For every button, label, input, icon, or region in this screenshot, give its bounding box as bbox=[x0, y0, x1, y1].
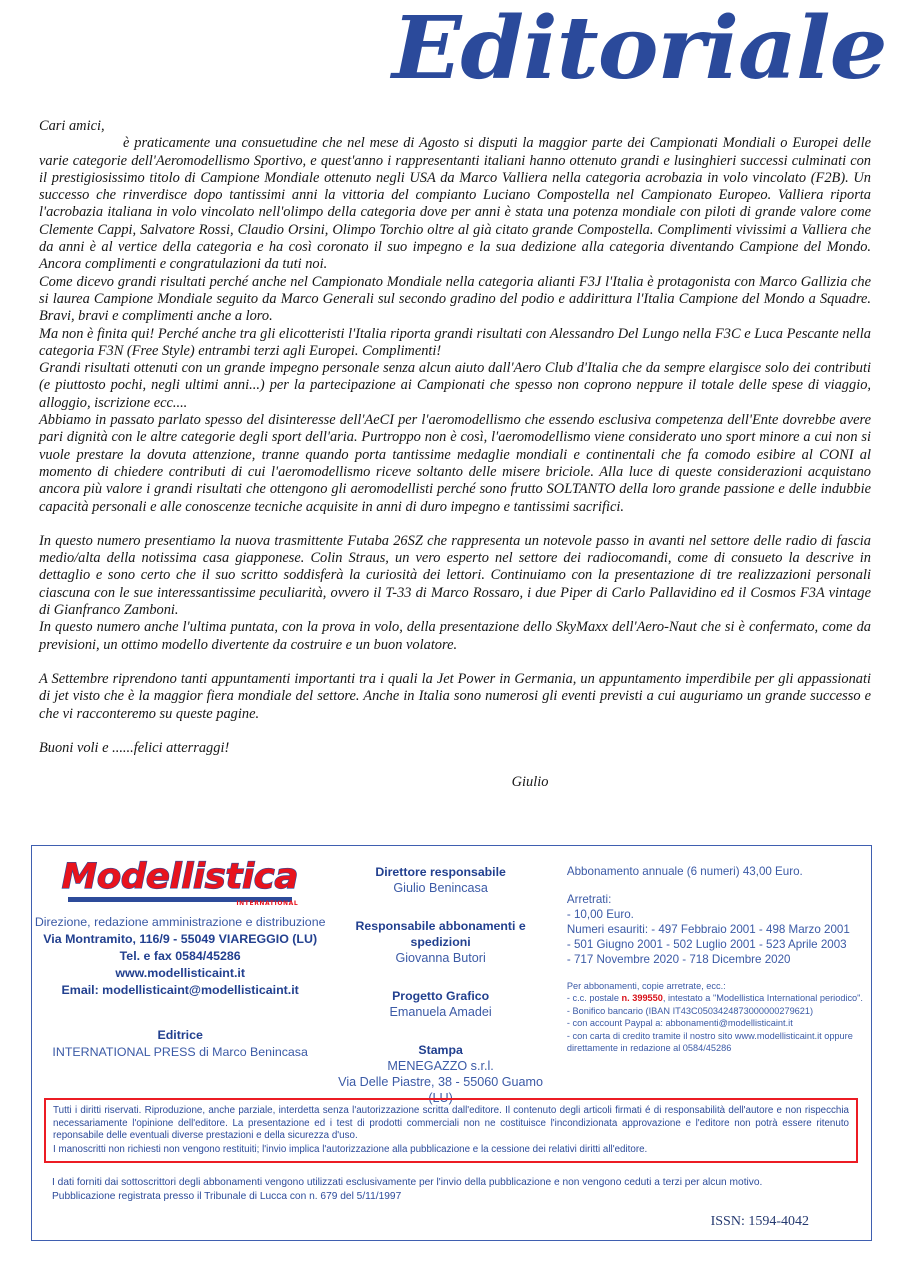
editorial-body bbox=[39, 118, 871, 791]
editorial-paragraph-1: è praticamente una consuetudine che nel mese di Agosto si disputi la maggior parte dei Campionati Mondiali o Europei delle varie categorie dell'Aeromodellismo Sportivo, e quest'anno i rappresentanti italiani hanno ottenuto grandi e lusinghieri successi culminati con il prestigiosissimo titolo di Campione Mondiale ottenuto negli USA da Marco Valliera nella categoria acrobazia in volo vincolato (F2B). Un successo che rinverdisce dopo tantissimi anni la vittoria del compianto Luciano Compostella nel Campionato Europeo. Valliera riporta l'acrobazia italiana in volo vincolato nell'olimpo della categoria dove per anni è stata una potenza mondiale con piloti di grande valore come Clemente Cappi, Salvatore Rossi, Claudio Orsini, Olimpo Torchio oltre al già citato grande Compostella. Complimenti vivissimi a Valliera che da anni è al vertice della categoria e ha così coronato il suo impegno e la sua dedizione alla categoria diventando Campione del Mondo. Ancora complimenti e congratulazioni da tuti noi. bbox=[39, 135, 871, 273]
payments-label: Per abbonamenti, copie arretrate, ecc.: bbox=[566, 981, 726, 991]
mid-spacer-2 bbox=[328, 966, 553, 988]
logo-subtitle: INTERNATIONAL bbox=[236, 900, 299, 907]
modellistica-logo bbox=[32, 857, 328, 907]
editorial-closing: Buoni voli e ......felici atterraggi! bbox=[39, 739, 230, 756]
backissues-price: - 10,00 Euro. bbox=[566, 908, 634, 921]
role-value-printer-name: MENEGAZZO s.r.l. bbox=[387, 1059, 494, 1073]
soldout-line-1: Numeri esauriti: - 497 Febbraio 2001 - 498 Marzo 2001 bbox=[566, 923, 850, 936]
page-masthead bbox=[0, 0, 887, 110]
payment-option-card-cont: direttamente in redazione al 0584/45286 bbox=[566, 1043, 732, 1054]
editorial-paragraph-4: Grandi risultati ottenuti con un grande impegno personale senza alcun aiuto dall'Aero Club d'Italia che da sempre elargisce solo dei contributi (e piuttosto pochi, negli ultimi anni...) per la partecipazione ai Campionati che spesso non coprono neppure il totale delle spese di viaggio, alloggio, iscrizione ecc.... bbox=[39, 360, 871, 411]
address-label: Direzione, redazione amministrazione e distribuzione bbox=[34, 915, 326, 929]
right-spacer-1 bbox=[567, 879, 863, 892]
subscription-price: Abbonamento annuale (6 numeri) 43,00 Euro. bbox=[566, 865, 803, 878]
colophon-column-right bbox=[553, 856, 871, 1054]
payment-option-bank: - Bonifico bancario (IBAN IT43C0503424873000000279621) bbox=[566, 1005, 814, 1016]
role-heading-subscriptions: Responsabile abbonamenti e spedizioni bbox=[355, 919, 526, 949]
backissues-label: Arretrati: bbox=[566, 893, 612, 906]
role-value-printer-address: Via Delle Piastre, 38 - 55060 Guamo (LU) bbox=[338, 1075, 544, 1105]
publisher-name: INTERNATIONAL PRESS di Marco Benincasa bbox=[52, 1045, 308, 1059]
role-heading-graphics: Progetto Grafico bbox=[392, 989, 490, 1003]
website-line[interactable]: www.modellisticaint.it bbox=[115, 966, 245, 980]
publisher-label: Editrice bbox=[157, 1028, 203, 1042]
role-value-director: Giulio Benincasa bbox=[393, 881, 488, 895]
editorial-paragraph-6: In questo numero presentiamo la nuova trasmittente Futaba 26SZ che rappresenta un notevole passo in avanti nel settore delle radio di fascia medio/alta della notissima casa giapponese. Colin Straus, un vero esperto nel settore dei radiocomandi, come di consueto la descrive in dettaglio e sono certo che il suo scritto soddisferà la curiosità dei lettori. Continuiamo con la presentazione di tre realizzazioni personali ciascuna con le sue interessantissime peculiarità, ovvero il T-33 di Marco Rossaro, i due Piper di Carlo Pallavidino ed il Cosmos F3A vintage di Gianfranco Zamboni. bbox=[39, 532, 871, 619]
payment-option-postal bbox=[567, 992, 863, 1004]
soldout-line-2: - 501 Giugno 2001 - 502 Luglio 2001 - 523 Aprile 2003 bbox=[566, 938, 847, 951]
privacy-line-1: I dati forniti dai sottoscrittori degli abbonamenti vengono utilizzati esclusivamente per l'invio della pubblicazione e non vengono ceduti a terzi per alcun motivo. bbox=[52, 1177, 763, 1188]
role-value-subscriptions: Giovanna Butori bbox=[395, 951, 486, 965]
phone-line: Tel. e fax 0584/45286 bbox=[119, 949, 241, 963]
payment-postal-account: n. 399550 bbox=[621, 993, 663, 1004]
payment-option-paypal[interactable]: - con account Paypal a: abbonamenti@modellisticaint.it bbox=[566, 1018, 793, 1029]
soldout-line-3: - 717 Novembre 2020 - 718 Dicembre 2020 bbox=[566, 953, 791, 966]
role-heading-director: Direttore responsabile bbox=[375, 865, 506, 879]
privacy-notice bbox=[52, 1176, 852, 1203]
logo-wordmark: Modellistica bbox=[62, 857, 299, 897]
legal-disclaimer-box bbox=[44, 1098, 858, 1163]
privacy-line-2: Pubblicazione registrata presso il Tribunale di Lucca con n. 679 del 5/11/1997 bbox=[52, 1190, 402, 1202]
issn-number: ISSN: 1594-4042 bbox=[710, 1214, 809, 1229]
payment-postal-post: , intestato a "Modellistica International periodico". bbox=[662, 993, 863, 1004]
email-line[interactable]: Email: modellisticaint@modellisticaint.it bbox=[61, 983, 299, 997]
legal-paragraph-2: I manoscritti non richiesti non vengono restituiti; l'invio implica l'autorizzazione alla pubblicazione e la cessione dei relativi diritti all'editore. bbox=[53, 1143, 648, 1155]
mid-spacer-1 bbox=[328, 896, 553, 918]
legal-paragraph-1: Tutti i diritti riservati. Riproduzione, anche parziale, interdetta senza l'autorizzazione scritta dall'editore. Il contenuto degli articoli firmati é di responsabilità dell'autore e non rispecchia necessariamente l'opinione dell'editore. La presentazione ed i test di prodotti commerciali non ne costituisce l'incondizionata approvazione e l'editore non potrà essere ritenuto reponsabile delle eventuali diverse prestazioni e della sicurezza d'uso. bbox=[53, 1105, 849, 1142]
editorial-greeting: Cari amici, bbox=[39, 118, 105, 134]
colophon-column-middle bbox=[328, 856, 553, 1106]
colophon-column-left bbox=[32, 856, 328, 1061]
role-heading-printer: Stampa bbox=[418, 1043, 463, 1057]
editorial-paragraph-2: Come dicevo grandi risultati perché anche nel Campionato Mondiale nella categoria alianti F3J l'Italia è protagonista con Marco Gallizia che si laurea Campione Mondiale seguito da Marco Generali sul secondo gradino del podio e addirittura l'Italia Campione del Mondo a Squadre. Bravi, bravi e complimenti anche a loro. bbox=[39, 273, 871, 325]
left-spacer bbox=[32, 999, 328, 1027]
editorial-paragraph-7: In questo numero anche l'ultima puntata, con la prova in volo, della presentazione dello SkyMaxx dell'Aero-Naut che si è confermato, come da previsioni, un ottimo modello divertente da costruire e un buon volatore. bbox=[39, 619, 871, 653]
colophon-columns bbox=[32, 846, 871, 1105]
mid-spacer-3 bbox=[328, 1020, 553, 1042]
right-spacer-2 bbox=[567, 967, 863, 980]
editorial-paragraph-3: Ma non è finita qui! Perché anche tra gli elicotteristi l'Italia riporta grandi risultati con Alessandro Del Lungo nella F3C e Luca Pescante nella categoria F3N (Free Style) entrambi terzi agli Europei. Complimenti! bbox=[39, 325, 871, 359]
address-line: Via Montramito, 116/9 - 55049 VIAREGGIO (LU) bbox=[43, 932, 318, 946]
editorial-signature: Giulio bbox=[511, 774, 549, 791]
editorial-paragraph-5: Abbiamo in passato parlato spesso del disinteresse dell'AeCI per l'aeromodellismo che essendo esclusiva competenza dell'Ente dovrebbe avere pari dignità con le altre categorie degli sport dell'aria. Purtroppo non è così, l'aeromodellismo viene considerato uno sport minore a cui non si vuole prestare la dovuta attenzione, tranne quando porta tantissime medaglie mondiali e continentali che fa comodo esibire al CONI al momento di chiedere contributi di cui l'aeromodellismo riceve soltanto delle misere briciole. Alla luce di queste considerazioni acquistano ancora più valore i grandi risultati che ottengono gli aeromodellisti perché sono frutto SOLTANTO della loro grande passione e delle indubbie capacità personali e alle conoscenze tecniche acquisite in anni di duro impegno e tantissimi sacrifici. bbox=[39, 412, 871, 515]
editorial-paragraph-8: A Settembre riprendono tanti appuntamenti importanti tra i quali la Jet Power in Germania, un appuntamento imperdibile per gli appassionati di jet visto che è la maggior fiera mondiale del settore. Anche in Italia sono numerosi gli eventi previsti a cui auguriamo un grande successo e che vi racconteremo su queste pagine. bbox=[39, 670, 871, 722]
colophon-box bbox=[31, 845, 872, 1241]
payment-option-card[interactable]: - con carta di credito tramite il nostro sito www.modellisticaint.it oppure bbox=[566, 1030, 853, 1041]
page-title: Editoriale bbox=[392, 0, 887, 99]
role-value-graphics: Emanuela Amadei bbox=[389, 1005, 492, 1019]
payment-postal-pre: - c.c. postale bbox=[566, 993, 622, 1004]
